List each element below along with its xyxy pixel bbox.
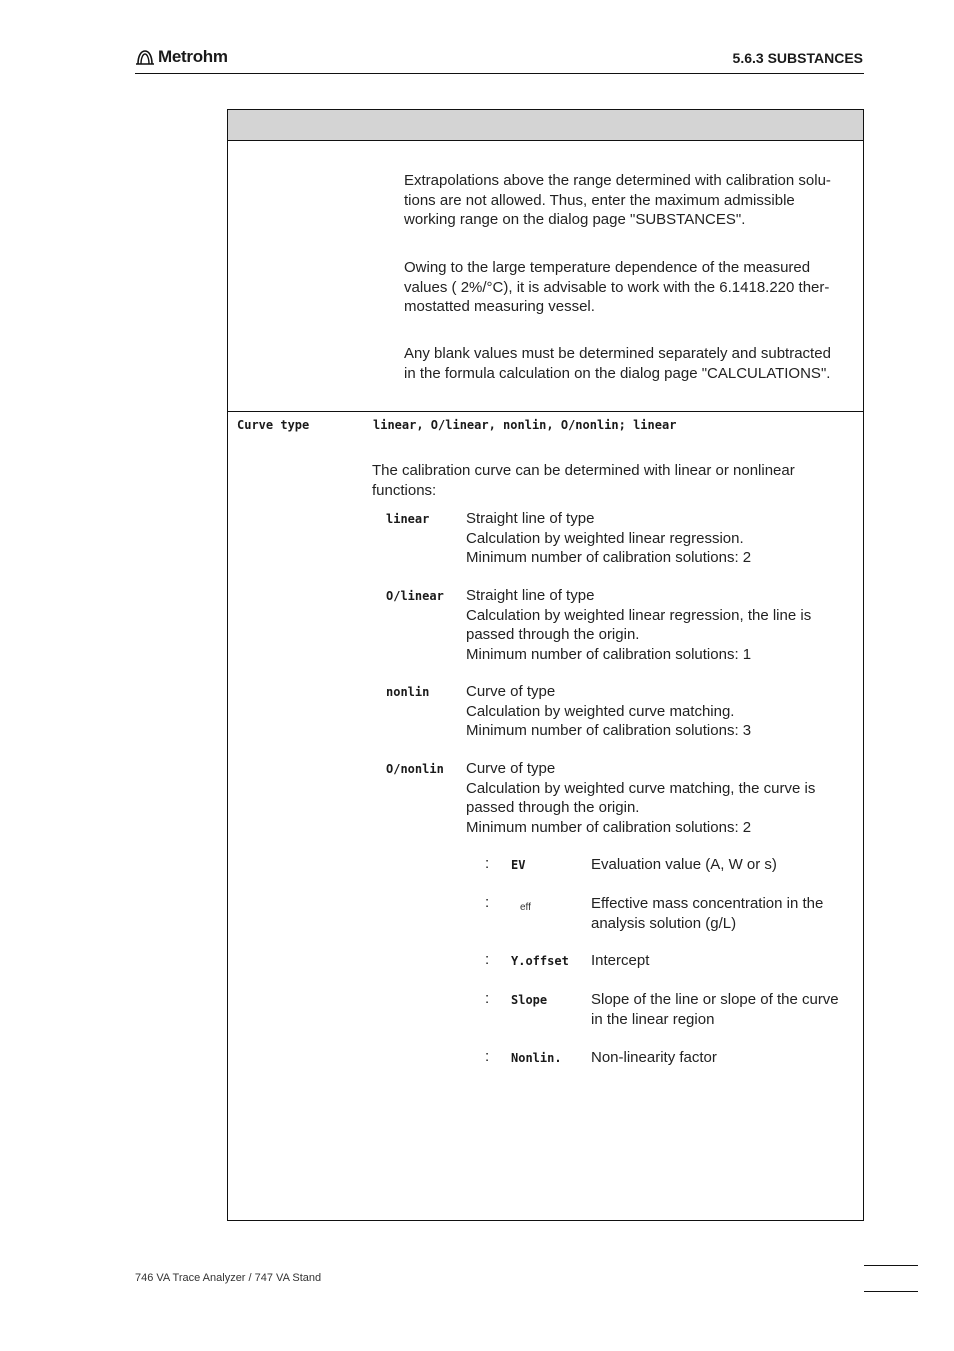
var-desc-ev: Evaluation value (A, W or s) [591,856,777,873]
curve-type-intro: The calibration curve can be determined with linear or nonlinear functions: [372,462,795,499]
note-extrapolation: Extrapolations above the range determined with calibration solu- tions are not allowed. Thus, enter the maximum admissible working range on the dialog page "SUBSTANCES". [404,172,831,228]
footer-product: 746 VA Trace Analyzer / 747 VA Stand [135,1272,322,1284]
table-row-divider [228,411,863,412]
var-code-slope: Slope [511,993,548,1007]
footer-rule-top [864,1265,918,1266]
var-code-y-offset: Y.offset [511,954,569,968]
var-colon: : [485,951,490,968]
brand-logo [135,47,228,67]
footer-rule-bottom [864,1291,918,1292]
type-desc-nonlin: Curve of type Calculation by weighted curve matching. Minimum number of calibration solutions: 3 [466,683,752,739]
var-code-beta-eff: eff [520,902,531,913]
var-desc-y-offset: Intercept [591,952,650,969]
var-desc-beta-eff: Effective mass concentration in the analysis solution (g/L) [591,895,824,932]
type-code-o-nonlin: O/nonlin [386,762,444,776]
type-desc-o-nonlin: Curve of type Calculation by weighted curve matching, the curve is passed through the origin. Minimum number of calibration solutions: 2 [466,760,816,836]
type-code-nonlin: nonlin [386,685,430,699]
var-code-ev: EV [511,858,526,872]
var-colon: : [485,894,490,911]
type-code-linear: linear [386,512,430,526]
section-title: 5.6.3 SUBSTANCES [732,50,863,66]
brand-name: Metrohm [158,47,228,66]
type-desc-linear: Straight line of type Calculation by weighted linear regression. Minimum number of calibration solutions: 2 [466,510,752,566]
type-code-o-linear: O/linear [386,589,444,603]
param-name: Curve type [237,418,310,432]
header-rule [135,73,864,74]
metrohm-logo-icon [135,47,155,67]
var-colon: : [485,990,490,1007]
var-colon: : [485,1048,490,1065]
var-colon: : [485,855,490,872]
table-header-bar [228,110,863,141]
note-blank-values: Any blank values must be determined separately and subtracted in the formula calculation on the dialog page "CALCULATIONS". [404,345,831,382]
var-code-nonlin: Nonlin. [511,1051,562,1065]
type-desc-o-linear: Straight line of type Calculation by weighted linear regression, the line is passed through the origin. Minimum number of calibration solutions: 1 [466,587,812,663]
var-desc-slope: Slope of the line or slope of the curve in the linear region [591,991,839,1028]
param-options: linear, O/linear, nonlin, O/nonlin; linear [373,418,677,432]
var-desc-nonlin: Non-linearity factor [591,1049,717,1066]
note-temperature: Owing to the large temperature dependence of the measured values ( 2%/°C), it is advisable to work with the 6.1418.220 ther- mostatted measuring vessel. [404,259,830,315]
